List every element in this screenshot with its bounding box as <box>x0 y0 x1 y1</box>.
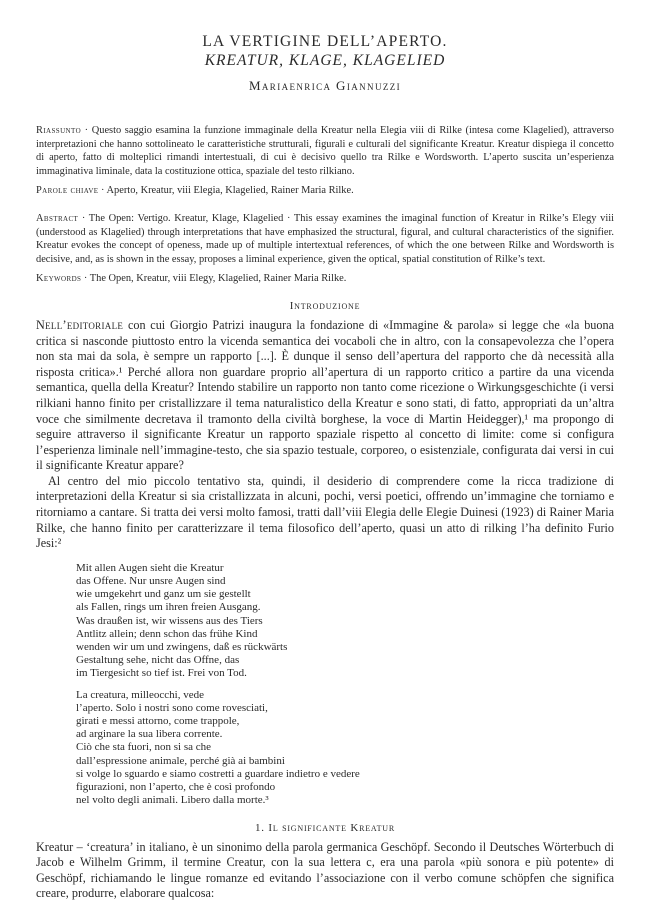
parole-chiave-label: Parole chiave <box>36 185 99 197</box>
poem-line: Antlitz allein; denn schon das frühe Kind <box>76 627 258 640</box>
poem-line: im Tiergesicht so tief ist. Frei von Tod. <box>76 667 247 680</box>
poem-line: Ciò che sta fuori, non si sa che <box>76 741 212 754</box>
poem-line: wie umgekehrt und ganz um sie gestellt <box>76 588 251 601</box>
poem-line: Was draußen ist, wir wissens aus des Tiers <box>76 614 263 627</box>
parole-chiave-paragraph <box>36 184 614 198</box>
poem-line: figurazioni, non l’aperto, che è così profondo <box>76 781 276 794</box>
riassunto-label: Riassunto <box>36 125 82 136</box>
author-name: Mariaenrica Giannuzzi <box>248 78 402 93</box>
abstract-paragraph <box>36 212 614 266</box>
poem-line: ad arginare la sua libera corrente. <box>76 728 223 741</box>
keywords-text: · The Open, Kreatur, viii Elegy, Klagelied, Rainer Maria Rilke. <box>81 273 347 285</box>
poem-line: girati e messi attorno, come trappole, <box>76 715 240 728</box>
poem-italian-stanza <box>76 689 614 808</box>
abstract-label: Abstract <box>36 212 79 224</box>
riassunto-paragraph <box>36 124 614 178</box>
section-heading-introduzione: Introduzione <box>289 299 361 312</box>
poem-line: wenden wir um und zwingens, daß es rückwärts <box>76 641 288 654</box>
section1-paragraph: Kreatur – ‘creatura’ in italiano, è un sinonimo della parola germanica Geschöpf. Secondo il Deutsches Wörterbuch di Jacob e Wilhelm Grimm, il termine Creatur, con la sua lettera c, era una parola «più sonora e più potente» di Geschöpf, richiamando le lingue romanze ed evitando l’associazione con il verbo comune schöpfen che significa creare, produrre, elaborare qualcosa: <box>36 839 614 901</box>
keywords-paragraph <box>36 272 614 286</box>
poem-line: Gestaltung sehe, nicht das Offne, das <box>76 654 240 667</box>
paper-title: LA VERTIGINE DELL’APERTO. <box>202 33 448 50</box>
paper-subtitle: KREATUR, KLAGE, KLAGELIED <box>204 52 446 69</box>
intro-paragraph-1-text: con cui Giorgio Patrizi inaugura la fondazione di «Immagine & parola» si legge che «la buona critica si nasconde piuttosto entro la vicenda semantica dei vocaboli che in altro, con la consapevolezza che l’opera non sta mai da sola, è sempre un rapporto [...]. È dunque il senso dell’apertura del rapporto che dà necessità alla risposta critica».¹ Perché allora non guardare proprio all’apertura di un rapporto critico a partire da una vicenda semantica, quella della Kreatur? Intendo stabilire un rapporto non tanto come ricezione o Wirkungsgeschichte (i versi rilkiani hanno finito per cristallizzare il tema naturalistico della Kreatur e sono stati, di fatto, appropriati da un’altra voce che similmente decretava il tramonto della civiltà borghese, la voce di Martin Heidegger),¹ ma propongo di seguire attraverso il significante Kreatur un rapporto spaziale rispetto al concetto di limite: come si configura l’esperienza liminale nell’immagine-testo, che sia spazio testuale, corporeo, o esistenziale, configurata dai versi in cui il significante Kreatur appare? <box>36 317 614 473</box>
poem-german-stanza <box>76 562 614 681</box>
poem-line: La creatura, milleocchi, vede <box>76 688 204 701</box>
keywords-label: Keywords <box>36 273 82 285</box>
parole-chiave-text: · Aperto, Kreatur, viii Elegia, Klagelied, Rainer Maria Rilke. <box>98 185 354 197</box>
poem-line: das Offene. Nur unsre Augen sind <box>76 575 226 588</box>
abstract-text: · The Open: Vertigo. Kreatur, Klage, Klagelied · This essay examines the imaginal function of Kreatur in Rilke’s Elegy viii (understood as Klagelied) through interpretations that have emphasized the structural, figural, and cultural characteristics of the signifier. Kreatur evokes the concept of openess, made up of multiple intertextual references, of which the one between Rilke and Wordsworth is decisive, and, as is shown in the essay, proposes a liminal experience, given the optical, spatial constitution of Rilke’s text. <box>36 212 614 265</box>
section-heading-significante: 1. Il significante Kreatur <box>254 821 396 834</box>
poem-line: Mit allen Augen sieht die Kreatur <box>76 561 224 574</box>
poem-line: nel volto degli animali. Libero dalla morte.³ <box>76 794 269 807</box>
intro-paragraph-2: Al centro del mio piccolo tentativo sta, quindi, il desiderio di comprendere come la ricca tradizione di interpretazioni della Kreatur si sia cristallizzata in alcuni, pochi, versi poetici, offrendo un’immagine che torniamo e ritorniamo a cantare. Si tratta dei versi molto famosi, tratti dall’viii Elegia delle Elegie Duinesi (1923) di Rainer Maria Rilke, che hanno finito per caratterizzare il tema filosofico dell’aperto, quasi un atto di rilking l’ha definito Furio Jesi:² <box>36 473 614 551</box>
poem-line: l’aperto. Solo i nostri sono come rovesciati, <box>76 701 268 714</box>
poem-line: si volge lo sguardo e siamo costretti a guardare indietro e vedere <box>76 767 360 780</box>
intro-paragraph-1 <box>36 318 614 474</box>
intro-lead-words: Nell’editoriale <box>36 317 124 332</box>
poem-line: dall’espressione animale, perché già ai bambini <box>76 754 285 767</box>
riassunto-text: · Questo saggio esamina la funzione immaginale della Kreatur nella Elegia viii di Rilke (intesa come Klagelied), attraverso interpretazioni che hanno sottolineato le caratteristiche strutturali, figurali e culturali del significante Kreatur. Kreatur dispiega il concetto di aperto, fatto di molteplici rimandi intertestuali, di cui è decisivo quello tra Rilke e Wordsworth. L’aperto suscita un’esperienza immaginativa liminale, data la costituzione ottica, spaziale del testo rilkiano. <box>36 125 614 177</box>
poem-quotation <box>76 562 614 808</box>
poem-line: als Fallen, rings um ihren freien Ausgang. <box>76 601 261 614</box>
